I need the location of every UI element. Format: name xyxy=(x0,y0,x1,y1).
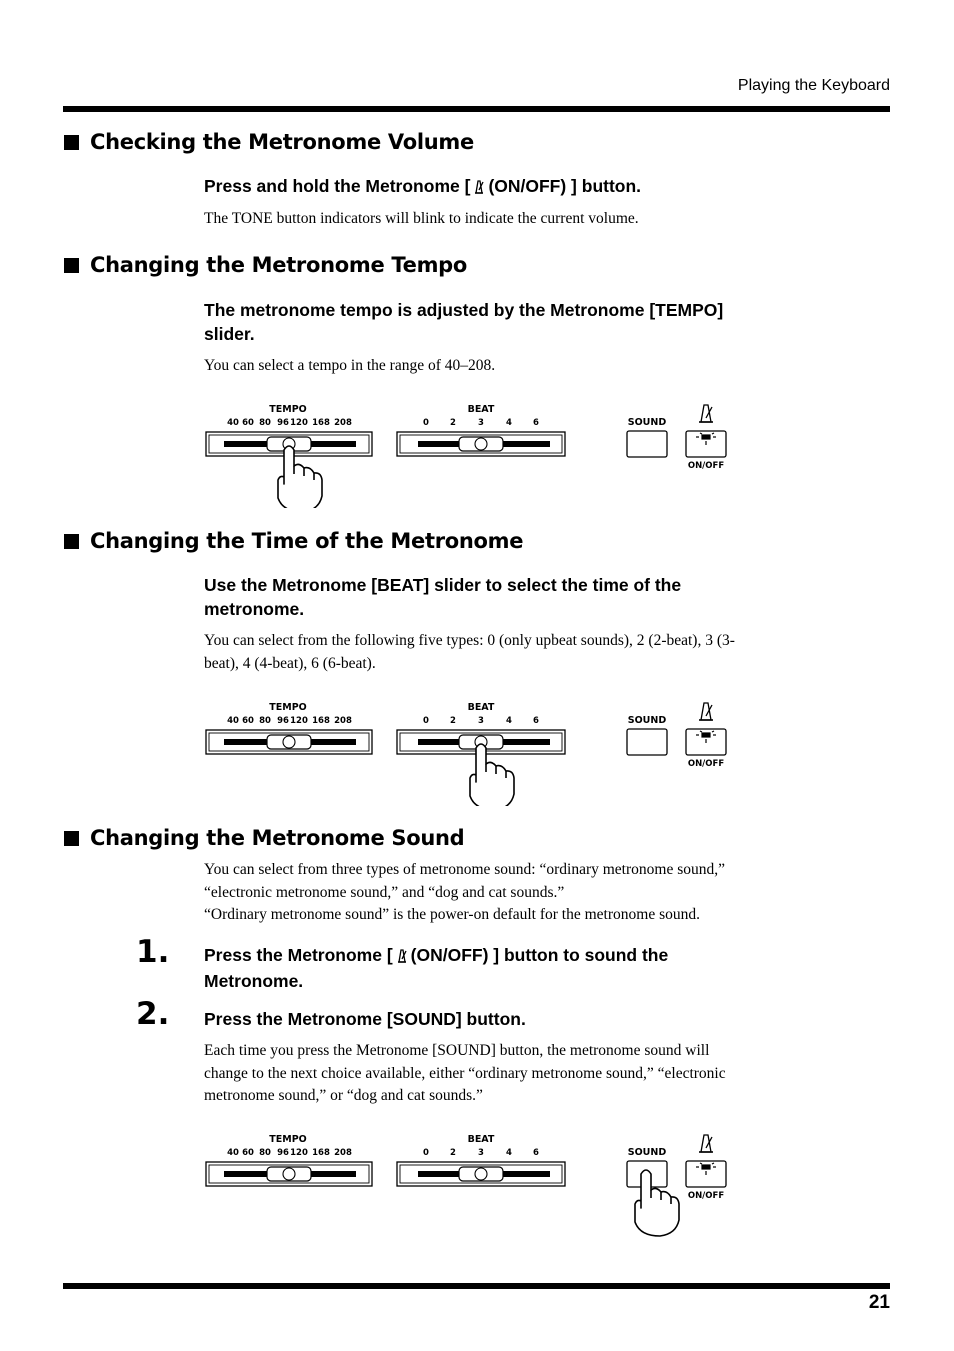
volume-instruction: Press and hold the Metronome [ (ON/OFF) ] button. xyxy=(204,174,844,200)
beat-tick-label: 0 xyxy=(423,716,429,726)
section-heading-sound: Changing the Metronome Sound xyxy=(64,826,464,850)
tempo-tick-label: 120 xyxy=(290,716,308,726)
square-bullet-icon xyxy=(64,258,79,273)
tempo-tick-label: 80 xyxy=(259,1148,271,1158)
metronome-icon xyxy=(473,176,485,200)
tempo-tick-label: 120 xyxy=(290,1148,308,1158)
beat-tick-label: 2 xyxy=(450,418,456,428)
tempo-tick-label: 60 xyxy=(242,716,254,726)
step2-body: Each time you press the Metronome [SOUND] button, the metronome sound will change to the next choice available, either “ordinary metronome sound,” “electronic metronome sound,” or “dog and cat sounds.” xyxy=(204,1042,726,1105)
sound-label: SOUND xyxy=(627,417,667,428)
step-number-1: 1. xyxy=(136,934,170,970)
metronome-icon xyxy=(699,703,713,720)
metronome-icon xyxy=(699,1135,713,1152)
panel-diagram-beat xyxy=(200,696,740,806)
sound-label: SOUND xyxy=(627,715,667,726)
running-title: Playing the Keyboard xyxy=(737,77,890,94)
tempo-tick-label: 168 xyxy=(312,1148,330,1158)
tempo-tick-label: 208 xyxy=(334,716,352,726)
tempo-tick-label: 208 xyxy=(334,418,352,428)
section-heading-tempo: Changing the Metronome Tempo xyxy=(64,253,467,277)
beat-tick-label: 0 xyxy=(423,418,429,428)
sound-button[interactable] xyxy=(627,431,667,457)
tempo-tick-label: 168 xyxy=(312,716,330,726)
beat-label: BEAT xyxy=(467,404,495,415)
tempo-label: TEMPO xyxy=(269,702,307,713)
beat-tick-label: 4 xyxy=(506,1148,512,1158)
beat-tick-label: 0 xyxy=(423,1148,429,1158)
beat-tick-label: 3 xyxy=(478,716,484,726)
tempo-tick-label: 120 xyxy=(290,418,308,428)
onoff-label: ON/OFF xyxy=(687,461,725,471)
panel-diagram-tempo xyxy=(200,398,740,508)
page-number: 21 xyxy=(868,1292,890,1313)
metronome-icon xyxy=(396,945,408,969)
tempo-tick-label: 60 xyxy=(242,418,254,428)
beat-slider[interactable] xyxy=(397,432,565,456)
time-instruction: Use the Metronome [BEAT] slider to select the time of the metronome. xyxy=(204,575,682,619)
beat-slider[interactable] xyxy=(397,1162,565,1186)
tempo-tick-label: 96 xyxy=(277,1148,289,1158)
step-number-2: 2. xyxy=(136,996,170,1032)
tempo-tick-label: 80 xyxy=(259,418,271,428)
step1-instruction: Press the Metronome [ (ON/OFF) ] button to sound the Metronome. xyxy=(204,945,669,991)
onoff-label: ON/OFF xyxy=(687,759,725,769)
tempo-tick-label: 208 xyxy=(334,1148,352,1158)
tempo-label: TEMPO xyxy=(269,1134,307,1145)
tempo-tick-label: 80 xyxy=(259,716,271,726)
square-bullet-icon xyxy=(64,135,79,150)
tempo-body: You can select a tempo in the range of 40–208. xyxy=(204,357,496,374)
volume-body: The TONE button indicators will blink to indicate the current volume. xyxy=(204,210,639,227)
metronome-icon xyxy=(699,405,713,422)
beat-tick-label: 3 xyxy=(478,418,484,428)
header-rule xyxy=(63,106,890,112)
step2-instruction: Press the Metronome [SOUND] button. xyxy=(204,1009,526,1029)
tempo-slider[interactable] xyxy=(206,1162,372,1186)
section-heading-volume: Checking the Metronome Volume xyxy=(64,130,474,154)
beat-tick-label: 2 xyxy=(450,1148,456,1158)
sound-body: You can select from three types of metronome sound: “ordinary metronome sound,” “electronic metronome sound,” and “dog and cat sounds.” “Ordinary metronome sound” is the power-on default for the metronome sound. xyxy=(204,861,725,924)
section-heading-time: Changing the Time of the Metronome xyxy=(64,529,523,553)
tempo-tick-label: 96 xyxy=(277,418,289,428)
square-bullet-icon xyxy=(64,534,79,549)
tempo-tick-label: 40 xyxy=(227,716,239,726)
sound-label: SOUND xyxy=(627,1147,667,1158)
tempo-label: TEMPO xyxy=(269,404,307,415)
tempo-tick-label: 60 xyxy=(242,1148,254,1158)
tempo-tick-label: 40 xyxy=(227,418,239,428)
beat-label: BEAT xyxy=(467,702,495,713)
tempo-slider[interactable] xyxy=(206,730,372,754)
panel-diagram-sound xyxy=(200,1128,740,1238)
beat-tick-label: 4 xyxy=(506,418,512,428)
onoff-label: ON/OFF xyxy=(687,1191,725,1201)
beat-label: BEAT xyxy=(467,1134,495,1145)
tempo-tick-label: 168 xyxy=(312,418,330,428)
footer-rule xyxy=(63,1283,890,1289)
beat-tick-label: 3 xyxy=(478,1148,484,1158)
time-body: You can select from the following five types: 0 (only upbeat sounds), 2 (2-beat), 3 (3- beat), 4 (4-beat), 6 (6-beat). xyxy=(204,632,735,672)
beat-tick-label: 4 xyxy=(506,716,512,726)
square-bullet-icon xyxy=(64,831,79,846)
beat-tick-label: 2 xyxy=(450,716,456,726)
sound-button[interactable] xyxy=(627,729,667,755)
tempo-tick-label: 40 xyxy=(227,1148,239,1158)
tempo-tick-label: 96 xyxy=(277,716,289,726)
beat-tick-label: 6 xyxy=(533,1148,539,1158)
beat-tick-label: 6 xyxy=(533,716,539,726)
tempo-instruction: The metronome tempo is adjusted by the Metronome [TEMPO] slider. xyxy=(204,300,724,344)
beat-tick-label: 6 xyxy=(533,418,539,428)
